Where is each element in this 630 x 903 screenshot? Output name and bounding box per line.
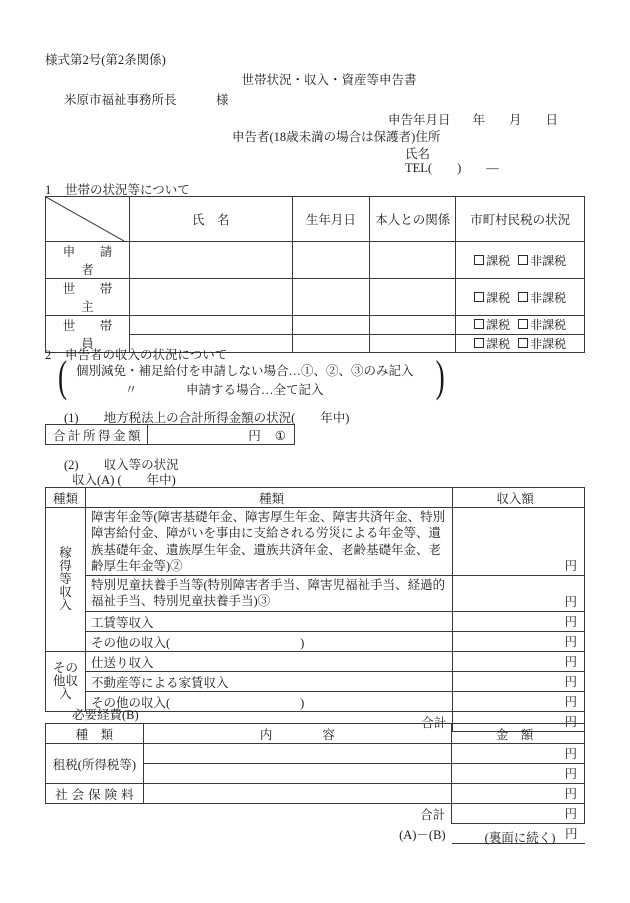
expense-kind-insurance: 社会保険料 [46,784,144,804]
row-label-applicant: 申 請 者 [46,242,130,279]
year-unit: 年 [472,113,486,127]
tax-option-label: 課税 [486,336,511,351]
expense-amount-tax-1[interactable] [452,744,585,764]
table-header-row [46,488,585,508]
marker-1: ① [274,428,286,443]
total-income-table [45,424,295,445]
table-header-row [46,197,585,242]
currency-unit: 円 [564,655,577,669]
tax-option-label: 課税 [486,318,511,333]
day-unit: 日 [545,113,559,127]
tax-option-taxed[interactable] [474,252,510,269]
expense-amount-tax-2[interactable] [452,764,585,784]
income-row-pension-amount[interactable] [453,508,585,576]
currency-unit: 円 [248,428,261,443]
tax-option-label: 非課税 [530,253,567,268]
table-row [46,279,585,316]
expense-total-label: 合計 [420,807,446,822]
checkbox-icon[interactable] [474,319,484,329]
vlabel-char: 収 [59,585,72,600]
col-header-tax-status: 市町村民税の状況 [456,197,585,242]
currency-unit: 円 [564,787,577,801]
income-row-pension-label: 障害年金等(障害基礎年金、障害厚生年金、障害共済年金、特別障害給付金、障がいを事由に支給される労災による年金等、遺族基礎年金、遺族厚生年金、遺族共済年金、老齢基礎年金、老齢厚生年金等)② [85,508,452,576]
tax-option-label: 非課税 [530,336,567,351]
vlabel-part: その [52,660,78,675]
income-row-remittance-amount[interactable] [453,652,585,672]
income-row-wage-label: 工賃等収入 [85,612,452,632]
expense-kind-tax: 租税(所得税等) [46,744,144,784]
checkbox-icon[interactable] [474,255,484,265]
group-label-other-income [46,652,86,712]
col-header-relation: 本人との関係 [370,197,456,242]
checkbox-icon[interactable] [474,292,484,302]
income-row-other1-amount[interactable] [453,632,585,652]
cell-name-householder[interactable] [129,279,292,316]
expense-content-tax-2[interactable] [143,764,451,784]
tax-option-label: 非課税 [530,318,567,333]
addressee-honorific: 様 [216,93,229,107]
cell-name-member-1[interactable] [129,316,292,335]
applicant-tel-label: TEL( ) — [405,161,499,175]
subsection2-label: (2) 収入等の状況 [64,458,179,472]
addressee: 米原市福祉事務所長 [64,93,177,107]
tax-option-exempt[interactable] [518,289,566,306]
table-row [46,508,585,576]
vlabel-char: 入 [59,598,72,613]
tax-option-exempt[interactable] [518,335,566,352]
income-row-other1-text: その他の収入( [90,635,171,650]
applicant-address-label: 申告者(18歳未満の場合は保護者)住所 [232,130,441,144]
vlabel-char: 等 [59,571,72,586]
diagonal-header-cell [46,197,130,242]
cell-dob-member-2[interactable] [292,334,370,353]
section1-heading-text: 世帯の状況等について [65,183,190,197]
group-label-earned-income [46,508,86,652]
income-row-rent-label: 不動産等による家賃収入 [85,672,452,692]
currency-unit: 円 [564,675,577,689]
table-row [46,425,295,445]
income-row-allowance-label: 特別児童扶養手当等(特別障害者手当、障害児福祉手当、経過的福祉手当、特別児童扶養手当)③ [85,576,452,612]
tax-option-exempt[interactable] [518,316,566,333]
col-header-amount: 収入額 [453,488,585,508]
table-row [46,242,585,279]
note-line-2-text: 申請する場合…全て記入 [186,383,324,397]
income-row-wage-amount[interactable] [453,612,585,632]
tax-option-label: 課税 [486,290,511,305]
currency-unit: 円 [564,615,577,629]
row-label-householder: 世 帯 主 [46,279,130,316]
total-income-label: 合計所得金額 [46,425,148,445]
cell-dob-householder[interactable] [292,279,370,316]
bracket-left-icon: ( [58,352,68,401]
tax-option-taxed[interactable] [474,289,510,306]
currency-unit: 円 [564,695,577,709]
income-table [45,487,585,732]
col-header-content: 内 容 [143,724,451,744]
expense-content-tax-1[interactable] [143,744,451,764]
table-row [46,316,585,335]
table-row [46,804,585,824]
income-row-rent-amount[interactable] [453,672,585,692]
cell-relation-member-1[interactable] [370,316,456,335]
table-row [46,744,585,764]
vlabel-char: 稼 [59,545,72,560]
table-row [46,784,585,804]
section1-number: 1 [45,183,52,197]
expense-b-label: 必要経費(B) [72,708,139,722]
paren-close: ) [300,635,305,650]
vlabel-part: 他収 [52,673,78,688]
cell-tax-member-1[interactable] [456,316,585,335]
declaration-date-label: 申告年月日 [388,113,451,127]
bracket-right-icon: ) [435,352,445,401]
paren-close: ) [300,695,305,710]
cell-name-applicant[interactable] [129,242,292,279]
declaration-date-line [388,110,558,128]
section2-heading-text: 申告者の収入の状況について [65,348,228,362]
currency-unit: 円 [564,635,577,649]
income-row-other2-amount[interactable] [453,692,585,712]
tax-option-label: 課税 [486,253,511,268]
expense-content-insurance[interactable] [143,784,451,804]
income-row-other2-label [85,692,452,712]
difference-label: (A)－(B) [399,827,446,842]
form-number: 様式第2号(第2条関係) [45,53,166,67]
row-label-member: 世 帯 員 [46,316,130,353]
income-row-remittance-label: 仕送り収入 [85,652,452,672]
currency-unit: 円 [564,715,577,729]
currency-unit: 円 [564,807,577,821]
cell-tax-member-2[interactable] [456,334,585,353]
col-header-kind: 種類 [46,488,86,508]
checkbox-icon[interactable] [518,319,528,329]
income-row-other2-text: その他の収入( [90,695,171,710]
continued-note: (裏面に続く) [484,831,556,845]
tax-option-taxed[interactable] [474,316,510,333]
cell-tax-householder[interactable] [456,279,585,316]
col-header-dob: 生年月日 [292,197,370,242]
cell-relation-householder[interactable] [370,279,456,316]
section2-number: 2 [45,348,52,362]
table-row [46,632,585,652]
note-line-2 [76,380,324,398]
checkbox-icon[interactable] [518,255,528,265]
checkbox-icon[interactable] [474,338,484,348]
currency-unit: 円 [564,767,577,781]
col-header-name: 氏 名 [129,197,292,242]
col-header-amount: 金 額 [452,724,585,744]
checkbox-icon[interactable] [518,338,528,348]
col-header-kind: 種 類 [46,724,144,744]
expense-amount-insurance[interactable] [452,784,585,804]
household-table [45,196,585,353]
col-header-type: 種類 [85,488,452,508]
table-header-row [46,724,585,744]
tax-option-label: 非課税 [530,290,567,305]
table-row [46,672,585,692]
income-row-other1-label [85,632,452,652]
cell-relation-applicant[interactable] [370,242,456,279]
tax-option-exempt[interactable] [518,252,566,269]
applicant-name-label: 氏名 [405,147,431,161]
document-title: 世帯状況・収入・資産等申告書 [241,73,417,87]
currency-unit: 円 [564,827,578,841]
table-row [46,652,585,672]
currency-unit: 円 [564,559,577,573]
currency-unit: 円 [564,747,577,761]
expense-total-amount[interactable] [452,804,585,824]
cell-dob-applicant[interactable] [292,242,370,279]
month-unit: 月 [509,113,522,127]
total-income-value[interactable] [148,425,295,445]
income-total-label: 合計 [421,715,447,730]
subsection1-label: (1) 地方税法上の合計所得金額の状況( 年中) [64,411,350,425]
cell-relation-member-2[interactable] [370,334,456,353]
table-row [46,612,585,632]
vlabel-part: 入 [59,687,72,702]
cell-dob-member-1[interactable] [292,316,370,335]
income-row-allowance-amount[interactable] [453,576,585,612]
note-line-1: 個別減免・補足給付を申請しない場合…①、②、③のみ記入 [76,364,414,378]
tax-option-taxed[interactable] [474,335,510,352]
vlabel-char: 得 [59,558,72,573]
ditto-mark: 〃 [124,383,138,397]
cell-tax-applicant[interactable] [456,242,585,279]
table-row [46,576,585,612]
checkbox-icon[interactable] [518,292,528,302]
currency-unit: 円 [564,595,577,609]
expense-table [45,723,585,844]
diagonal-line-icon [46,197,124,241]
income-a-label: 収入(A) ( 年中) [72,473,176,487]
